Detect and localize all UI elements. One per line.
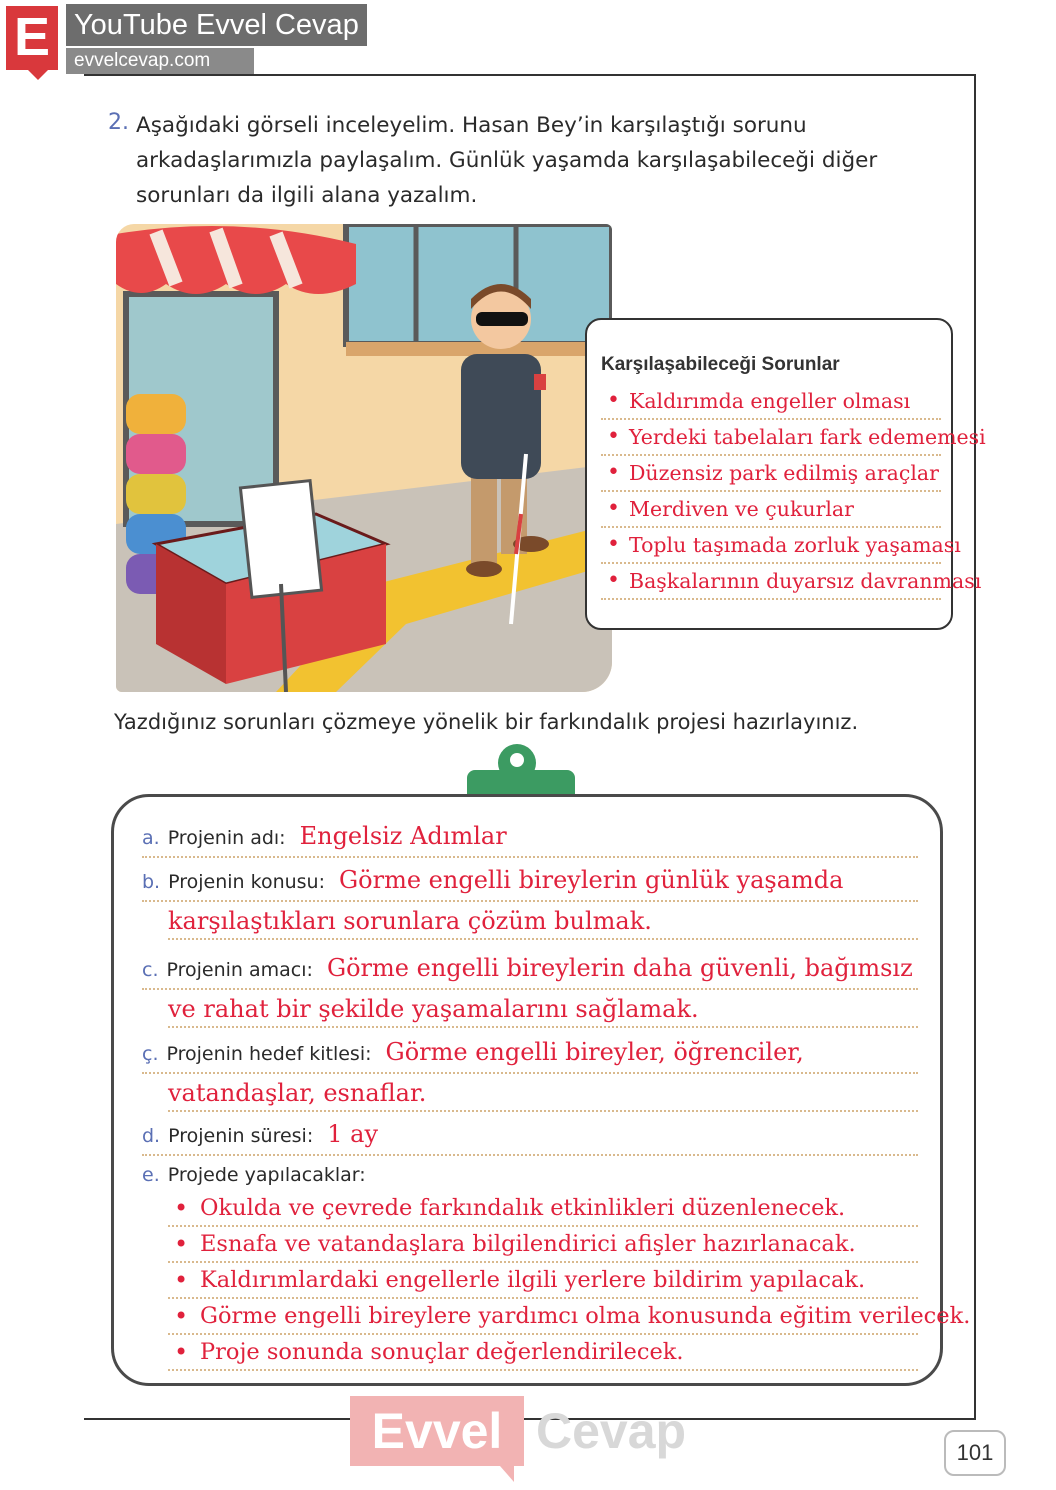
project-name-answer: Engelsiz Adımlar	[299, 822, 507, 850]
project-purpose-row	[142, 954, 918, 990]
instruction-text: Yazdığınız sorunları çözmeye yönelik bir farkındalık projesi hazırlayınız.	[114, 710, 859, 734]
problems-list	[601, 384, 986, 600]
field-label: Projede yapılacaklar:	[167, 1164, 366, 1186]
task-item: • Okulda ve çevrede farkındalık etkinlikleri düzenlenecek.	[168, 1192, 918, 1227]
project-duration-row	[142, 1120, 918, 1156]
project-purpose-answer: Görme engelli bireylerin daha güvenli, bağımsız	[326, 954, 913, 982]
page-number: 101	[944, 1430, 1006, 1476]
project-audience-answer: Görme engelli bireyler, öğrenciler,	[385, 1038, 804, 1066]
project-purpose-answer-cont: ve rahat bir şekilde yaşamalarını sağlamak.	[168, 992, 918, 1028]
footer-watermark-evvel: Evvel	[350, 1396, 524, 1466]
project-topic-row	[142, 866, 918, 902]
problem-item: • Başkalarının duyarsız davranması	[601, 564, 941, 600]
brand-logo: E	[6, 6, 58, 70]
project-audience-answer-cont: vatandaşlar, esnaflar.	[168, 1076, 918, 1112]
project-audience-row	[142, 1038, 918, 1074]
project-topic-answer-cont: karşılaştıkları sorunlara çözüm bulmak.	[168, 904, 918, 940]
task-item: • Kaldırımlardaki engellerle ilgili yerlere bildirim yapılacak.	[168, 1264, 918, 1299]
task-item: • Proje sonunda sonuçlar değerlendirilecek.	[168, 1336, 918, 1371]
project-duration-answer: 1 ay	[327, 1120, 378, 1148]
project-topic-answer: Görme engelli bireylerin günlük yaşamda	[339, 866, 844, 894]
item-letter: a.	[142, 827, 160, 849]
item-letter: ç.	[142, 1043, 159, 1065]
problem-item: • Kaldırımda engeller olması	[601, 384, 941, 420]
field-label: Projenin amacı:	[166, 959, 313, 981]
field-label: Projenin adı:	[167, 827, 286, 849]
problem-item: • Toplu taşımada zorluk yaşaması	[601, 528, 941, 564]
problem-item: • Düzensiz park edilmiş araçlar	[601, 456, 941, 492]
question-number: 2.	[108, 110, 129, 135]
field-label: Projenin süresi:	[168, 1125, 314, 1147]
problem-item: • Merdiven ve çukurlar	[601, 492, 941, 528]
brand-channel-name: YouTube Evvel Cevap	[66, 4, 367, 46]
item-letter: d.	[142, 1125, 161, 1147]
item-letter: e.	[142, 1164, 160, 1186]
problems-box	[585, 318, 986, 630]
clip-hole	[510, 753, 524, 767]
problem-item: • Yerdeki tabelaları fark edememesi	[601, 420, 941, 456]
project-name-row	[142, 822, 918, 858]
field-label: Projenin hedef kitlesi:	[166, 1043, 372, 1065]
task-item: • Görme engelli bireylere yardımcı olma konusunda eğitim verilecek.	[168, 1300, 918, 1335]
blind-man-with-cane-illustration	[116, 224, 612, 692]
field-label: Projenin konusu:	[168, 871, 325, 893]
item-letter: c.	[142, 959, 159, 981]
task-item: • Esnafa ve vatandaşlara bilgilendirici afişler hazırlanacak.	[168, 1228, 918, 1263]
problems-title: Karşılaşabileceği Sorunlar	[601, 354, 840, 375]
brand-website: evvelcevap.com	[66, 48, 254, 74]
item-letter: b.	[142, 871, 161, 893]
question-text: Aşağıdaki görseli inceleyelim. Hasan Bey’in karşılaştığı sorunu arkadaşlarımızla paylaşalım. Günlük yaşamda karşılaşabileceği diğer sorunları da ilgili alana yazalım.	[136, 113, 878, 208]
footer-watermark-cevap: Cevap	[536, 1403, 687, 1459]
